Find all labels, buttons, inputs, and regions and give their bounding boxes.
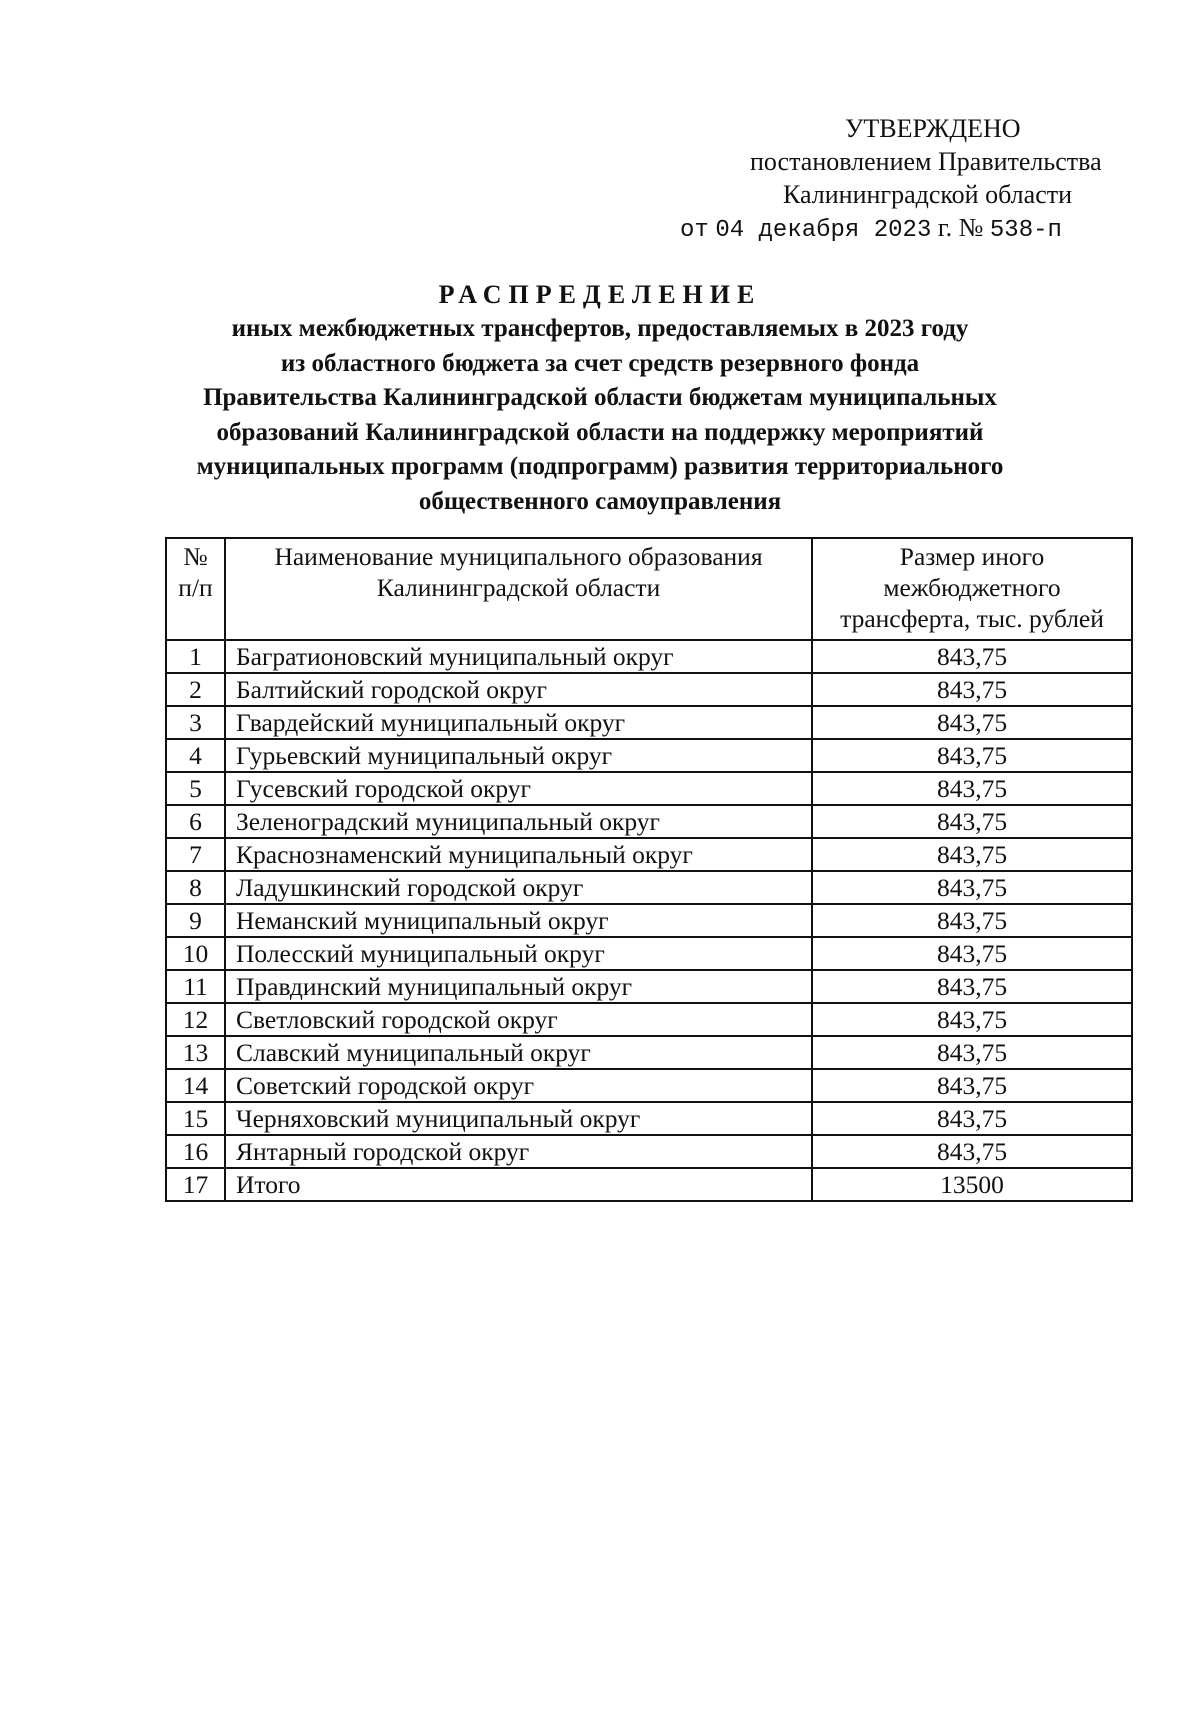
approved-label: УТВЕРЖДЕНО xyxy=(845,114,1021,143)
row-number: 5 xyxy=(166,772,225,805)
row-municipality-name: Гусевский городской округ xyxy=(225,772,812,805)
table-row xyxy=(166,838,1132,871)
row-municipality-name: Краснознаменский муниципальный округ xyxy=(225,838,812,871)
row-number: 16 xyxy=(166,1135,225,1168)
table-row xyxy=(166,1135,1132,1168)
approval-stamp xyxy=(600,112,1130,247)
row-municipality-name: Правдинский муниципальный округ xyxy=(225,970,812,1003)
row-municipality-name: Неманский муниципальный округ xyxy=(225,904,812,937)
date-value: 04 декабря 2023 xyxy=(715,217,932,244)
row-transfer-amount: 13500 xyxy=(812,1168,1132,1201)
table-row xyxy=(166,739,1132,772)
table-row xyxy=(166,871,1132,904)
row-number: 2 xyxy=(166,673,225,706)
title-line: из областного бюджета за счет средств резервного фонда xyxy=(280,349,920,377)
row-transfer-amount: 843,75 xyxy=(812,1069,1132,1102)
row-transfer-amount: 843,75 xyxy=(812,673,1132,706)
header-transfer-amount xyxy=(812,538,1132,640)
header-municipality-line-2: Калининградской области xyxy=(376,573,661,602)
title-line: муниципальных программ (подпрограмм) развития территориального xyxy=(196,453,1004,480)
table-row xyxy=(166,1102,1132,1135)
row-number: 6 xyxy=(166,805,225,838)
title-line: общественного самоуправления xyxy=(418,487,782,515)
row-transfer-amount: 843,75 xyxy=(812,904,1132,937)
header-number xyxy=(166,538,225,640)
row-transfer-amount: 843,75 xyxy=(812,1135,1132,1168)
row-transfer-amount: 843,75 xyxy=(812,805,1132,838)
approved-by-line-2: Калининградской области xyxy=(783,180,1073,209)
row-transfer-amount: 843,75 xyxy=(812,871,1132,904)
row-number: 9 xyxy=(166,904,225,937)
table-row xyxy=(166,640,1132,673)
title-line: образований Калининградской области на поддержку мероприятий xyxy=(216,418,984,446)
header-number-line-1: № xyxy=(183,542,208,571)
row-municipality-name: Славский муниципальный округ xyxy=(225,1036,812,1069)
table-row xyxy=(166,805,1132,838)
row-municipality-name: Светловский городской округ xyxy=(225,1003,812,1036)
table-row xyxy=(166,673,1132,706)
table-row xyxy=(166,904,1132,937)
row-transfer-amount: 843,75 xyxy=(812,970,1132,1003)
row-transfer-amount: 843,75 xyxy=(812,772,1132,805)
row-transfer-amount: 843,75 xyxy=(812,1036,1132,1069)
row-municipality-name: Балтийский городской округ xyxy=(225,673,812,706)
row-municipality-name: Советский городской округ xyxy=(225,1069,812,1102)
row-number: 3 xyxy=(166,706,225,739)
date-year-suffix: г. № xyxy=(937,213,984,242)
table-row xyxy=(166,1003,1132,1036)
row-number: 17 xyxy=(166,1168,225,1201)
row-transfer-amount: 843,75 xyxy=(812,739,1132,772)
table-row xyxy=(166,772,1132,805)
header-number-line-2: п/п xyxy=(178,573,213,602)
header-amount-line-2: межбюджетного xyxy=(883,573,1061,602)
row-municipality-name: Черняховский муниципальный округ xyxy=(225,1102,812,1135)
title-main: РАСПРЕДЕЛЕНИЕ xyxy=(438,280,762,309)
title-line: Правительства Калининградской области бюджетам муниципальных xyxy=(203,384,997,411)
header-municipality xyxy=(225,538,812,640)
row-transfer-amount: 843,75 xyxy=(812,706,1132,739)
resolution-number: 538-п xyxy=(989,217,1062,244)
row-municipality-name: Гвардейский муниципальный округ xyxy=(225,706,812,739)
title-line: иных межбюджетных трансфертов, предоставляемых в 2023 году xyxy=(231,315,969,342)
row-transfer-amount: 843,75 xyxy=(812,1003,1132,1036)
row-number: 1 xyxy=(166,640,225,673)
row-number: 4 xyxy=(166,739,225,772)
row-municipality-name: Зеленоградский муниципальный округ xyxy=(225,805,812,838)
row-transfer-amount: 843,75 xyxy=(812,1102,1132,1135)
row-number: 14 xyxy=(166,1069,225,1102)
table-row xyxy=(166,706,1132,739)
row-municipality-name: Багратионовский муниципальный округ xyxy=(225,640,812,673)
row-number: 8 xyxy=(166,871,225,904)
row-municipality-name: Итого xyxy=(225,1168,812,1201)
row-number: 15 xyxy=(166,1102,225,1135)
row-transfer-amount: 843,75 xyxy=(812,838,1132,871)
row-number: 7 xyxy=(166,838,225,871)
row-municipality-name: Полесский муниципальный округ xyxy=(225,937,812,970)
header-amount-line-3: трансферта, тыс. рублей xyxy=(840,604,1104,633)
date-prefix: от xyxy=(680,217,709,244)
table-row xyxy=(166,970,1132,1003)
row-municipality-name: Янтарный городской округ xyxy=(225,1135,812,1168)
distribution-table xyxy=(165,537,1133,1202)
table-total-row xyxy=(166,1168,1132,1201)
row-transfer-amount: 843,75 xyxy=(812,937,1132,970)
approved-by-line-1: постановлением Правительства xyxy=(750,147,1102,176)
row-number: 12 xyxy=(166,1003,225,1036)
approval-date-line xyxy=(600,211,1130,247)
row-number: 13 xyxy=(166,1036,225,1069)
document-title xyxy=(150,278,1050,519)
row-number: 10 xyxy=(166,937,225,970)
row-municipality-name: Гурьевский муниципальный округ xyxy=(225,739,812,772)
row-transfer-amount: 843,75 xyxy=(812,640,1132,673)
table-row xyxy=(166,1036,1132,1069)
table-header-row xyxy=(166,538,1132,640)
row-municipality-name: Ладушкинский городской округ xyxy=(225,871,812,904)
header-amount-line-1: Размер иного xyxy=(899,542,1045,571)
row-number: 11 xyxy=(166,970,225,1003)
table-row xyxy=(166,1069,1132,1102)
table-row xyxy=(166,937,1132,970)
header-municipality-line-1: Наименование муниципального образования xyxy=(274,542,763,571)
table-body xyxy=(166,640,1132,1201)
